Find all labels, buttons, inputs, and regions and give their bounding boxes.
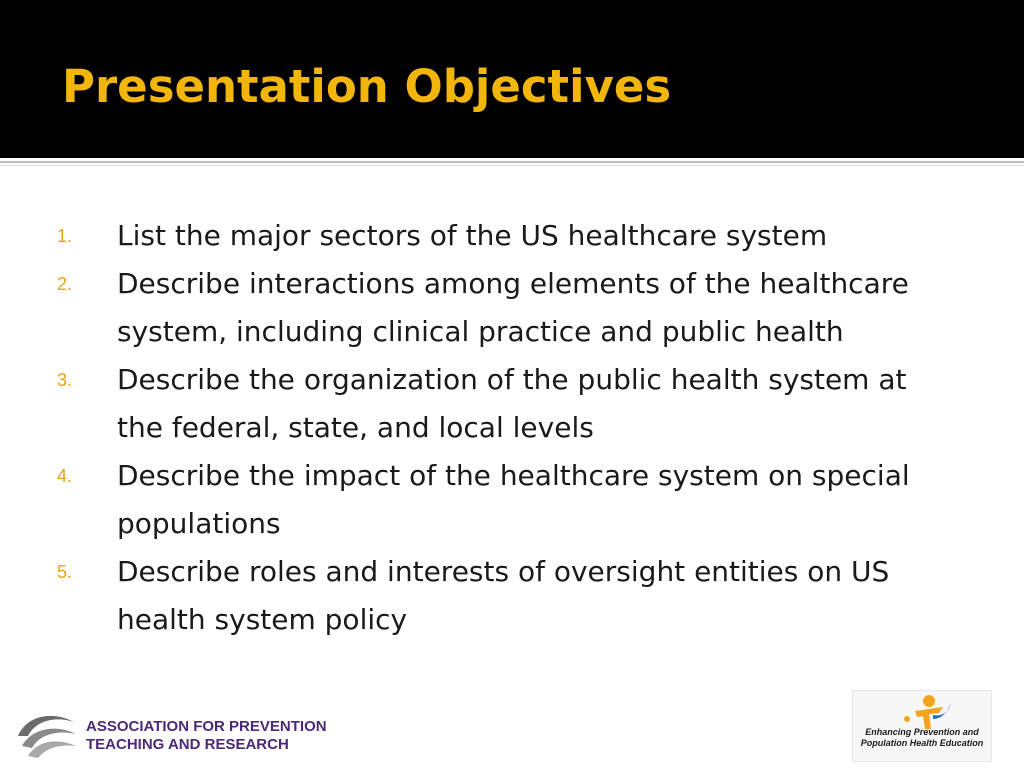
objectives-list	[0, 212, 1024, 644]
objective-number: 2.	[57, 274, 73, 294]
header-divider	[0, 161, 1024, 163]
objective-text: Describe interactions among elements of the healthcare system, including clinical practice and public health	[117, 267, 909, 348]
objective-text: Describe the impact of the healthcare system on special populations	[117, 459, 910, 540]
objective-number: 5.	[57, 562, 73, 582]
objective-item-3	[0, 356, 957, 452]
objective-item-5	[0, 548, 957, 644]
eppe-tagline-line-2: Population Health Education	[860, 738, 984, 748]
apter-swoosh-icon	[14, 706, 80, 760]
objective-text: List the major sectors of the US healthcare system	[117, 219, 828, 252]
apter-name	[86, 718, 327, 754]
apter-name-line-1: ASSOCIATION FOR PREVENTION	[86, 718, 327, 735]
slide-header	[0, 0, 1024, 158]
objective-number: 3.	[57, 370, 73, 390]
objective-item-2	[0, 260, 957, 356]
objective-text: Describe the organization of the public health system at the federal, state, and local levels	[117, 363, 907, 444]
apter-logo	[14, 706, 354, 760]
eppe-logo	[852, 690, 992, 762]
eppe-tagline	[853, 727, 991, 749]
objective-text: Describe roles and interests of oversight entities on US health system policy	[117, 555, 890, 636]
eppe-figure-icon	[893, 693, 953, 731]
eppe-tagline-line-1: Enhancing Prevention and	[865, 727, 979, 737]
objective-number: 4.	[57, 466, 73, 486]
objective-number: 1.	[57, 226, 73, 246]
header-divider-thin	[0, 165, 1024, 166]
objective-item-1	[0, 212, 957, 260]
slide-title: Presentation Objectives	[62, 60, 672, 113]
apter-name-line-2: TEACHING AND RESEARCH	[86, 736, 289, 753]
objective-item-4	[0, 452, 957, 548]
